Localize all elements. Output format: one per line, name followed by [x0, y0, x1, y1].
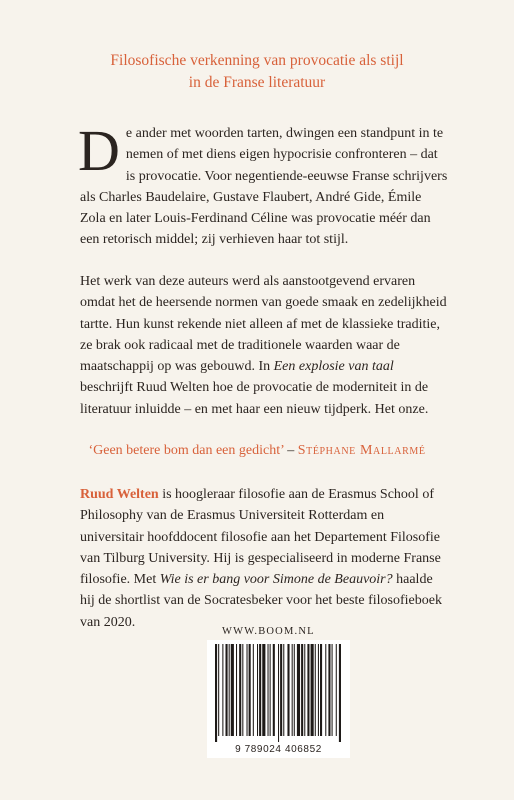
barcode-bar: [339, 644, 341, 742]
author-name: Ruud Welten: [80, 487, 159, 502]
barcode-bar: [280, 644, 282, 736]
barcode-bar: [270, 644, 271, 736]
bio-text-end: haalde hij de shortlist van de Socratesbeker voor het beste filosofieboek van 2020.: [80, 572, 442, 630]
barcode-bar: [273, 644, 275, 736]
barcode-bar: [311, 644, 314, 736]
tagline-line-1: Filosofische verkenning van provocatie als stijl: [110, 52, 404, 69]
barcode-bar: [231, 644, 234, 736]
barcode-bar: [253, 644, 254, 736]
publisher-url: WWW.BOOM.NL: [222, 626, 315, 637]
barcode-bar: [304, 644, 305, 736]
barcode-bar: [292, 644, 293, 736]
author-bio: [80, 484, 450, 633]
intro-paragraph-text: e ander met woorden tarten, dwingen een standpunt in te nemen of met diens eigen hypocrisie confronteren – dat is provocatie. Voor negentiende-eeuwse Franse schrijvers als Charles Baudelaire, Gustave Flaubert, André Gide, Émile Zola en later Louis-Ferdinand Céline was provocatie méér dan een retorisch middel; zij verhieven haar tot stijl.: [80, 126, 448, 248]
barcode-bar: [336, 644, 337, 736]
barcode-bar: [332, 644, 333, 736]
barcode-bar: [301, 644, 303, 736]
drop-cap: D: [78, 118, 120, 183]
previous-book-title: Wie is er bang voor Simone de Beauvoir?: [159, 572, 393, 588]
barcode-bar: [242, 644, 243, 736]
description-text-end: beschrijft Ruud Welten hoe de provocatie de moderniteit in de literatuur inluidde – en met haar een nieuw tijdperk. Het onze.: [80, 380, 429, 417]
barcode-bar: [262, 644, 265, 736]
barcode-bar: [249, 644, 251, 736]
barcode-bar: [283, 644, 284, 736]
quote: [40, 443, 474, 459]
barcode-bar: [278, 644, 279, 742]
barcode-bar: [307, 644, 309, 736]
quote-dash: –: [283, 443, 298, 458]
barcode-bar: [215, 644, 217, 742]
description-text-start: Het werk van deze auteurs werd als aanstootgevend ervaren omdat het de heersende normen van goede smaak en zedelijkheid tartte. Hun kunst rekende niet alleen af met de klassieke traditie, ze brak ook radicaal met de traditionele waarden waar de maatschappij op was gebouwd. In: [80, 274, 447, 375]
book-title: Een explosie van taal: [273, 359, 394, 375]
barcode-bar: [218, 644, 219, 736]
intro-paragraph: [78, 118, 450, 251]
bio-text-start: is hoogleraar filosofie aan de Erasmus School of Philosophy van de Erasmus Universiteit Rotterdam en universitair hoofddocent filosofie aan het Departement Filosofie van Tilburg University. Hij is gespecialiseerd in moderne Franse filosofie. Met: [80, 487, 441, 588]
barcode-digits: 9 789024 406852: [235, 744, 322, 755]
barcode-bar: [236, 644, 237, 736]
barcode-bar: [257, 644, 258, 736]
barcode-bar: [229, 644, 230, 736]
barcode-bar: [287, 644, 289, 736]
isbn-barcode: [207, 640, 350, 758]
barcode-bar: [239, 644, 241, 736]
barcode-bar: [328, 644, 330, 736]
quote-text: ‘Geen betere bom dan een gedicht’: [88, 443, 284, 458]
barcode-bar: [226, 644, 228, 736]
barcode-bar: [222, 644, 223, 736]
barcode-bar: [315, 644, 316, 736]
barcode-bar: [268, 644, 269, 736]
barcode-bar: [259, 644, 261, 736]
barcode-bar: [325, 644, 326, 736]
barcode-bar: [318, 644, 319, 736]
tagline-line-2: in de Franse literatuur: [188, 74, 326, 91]
description-paragraph: [80, 271, 450, 420]
barcode-bar: [320, 644, 322, 736]
quote-author: Stéphane Mallarmé: [297, 443, 426, 458]
barcode-bar: [294, 644, 295, 736]
tagline: [40, 50, 474, 94]
barcode-bar: [247, 644, 248, 736]
barcode-bar: [297, 644, 300, 736]
